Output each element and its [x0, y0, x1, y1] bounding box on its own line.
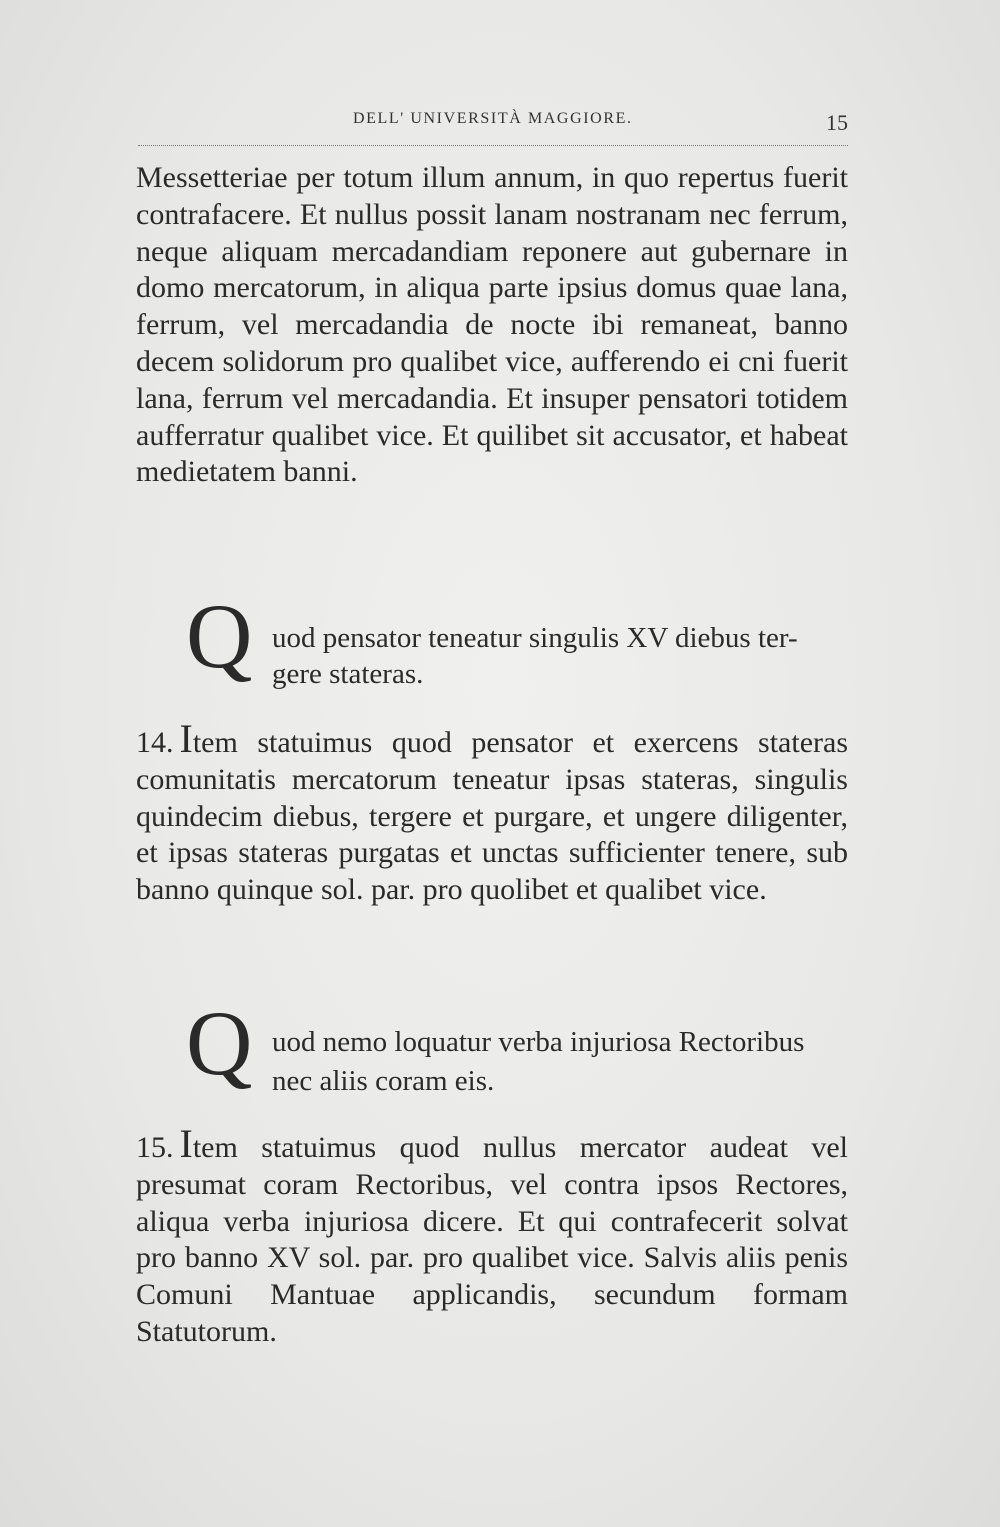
header-dotted-rule: [138, 145, 848, 146]
drop-cap-q: Q: [186, 992, 253, 1094]
paragraph-text: tem statuimus quod pensator et exercens stateras comunitatis mercatorum teneatur ipsas stateras, singulis quindecim diebus, tergere et purgare, et ungere diligenter, et ipsas stateras purgatas et unctas sufficienter tenere, sub banno quinque sol. par. pro quolibet et qualibet vice.: [136, 726, 848, 907]
section-heading-line: nec aliis coram eis.: [272, 1065, 495, 1097]
section-15-paragraph: [136, 1121, 848, 1351]
running-title: DELL' UNIVERSITÀ MAGGIORE.: [353, 110, 633, 127]
intro-paragraph: Messetteriae per totum illum annum, in quo repertus fuerit contrafacere. Et nullus possit lanam nostranam nec ferrum, neque aliquam mercadandiam reponere aut gubernare in domo mercatorum, in aliqua parte ipsius domus quae lana, ferrum, vel mercadandia de nocte ibi remaneat, banno decem solidorum pro qualibet vice, aufferendo ei cni fuerit lana, ferrum vel mercadandia. Et insuper pensatori totidem aufferratur qualibet vice. Et quilibet sit accusator, et habeat medietatem banni.: [136, 161, 848, 489]
paragraph-initial: I: [179, 716, 193, 761]
paragraph-number: 14.: [136, 726, 174, 759]
drop-cap-q: Q: [186, 585, 253, 687]
section-heading-line: gere stateras.: [272, 658, 424, 690]
paragraph-number: 15.: [136, 1131, 174, 1164]
section-heading-line: uod pensator teneatur singulis XV diebus ter-: [272, 622, 798, 654]
page-number: 15: [826, 110, 848, 135]
paragraph-initial: I: [179, 1121, 193, 1166]
paragraph-text: tem statuimus quod nullus mercator audeat vel presumat coram Rectoribus, vel contra ipsos Rectores, aliqua verba injuriosa dicere. Et qui contrafecerit solvat pro banno XV sol. par. pro qualibet vice. Salvis aliis penis Comuni Mantuae applicandis, secundum formam Statutorum.: [136, 1131, 848, 1348]
section-heading-line: uod nemo loquatur verba injuriosa Rectoribus: [272, 1026, 805, 1058]
section-14-paragraph: [136, 716, 848, 909]
running-header: [138, 110, 848, 144]
